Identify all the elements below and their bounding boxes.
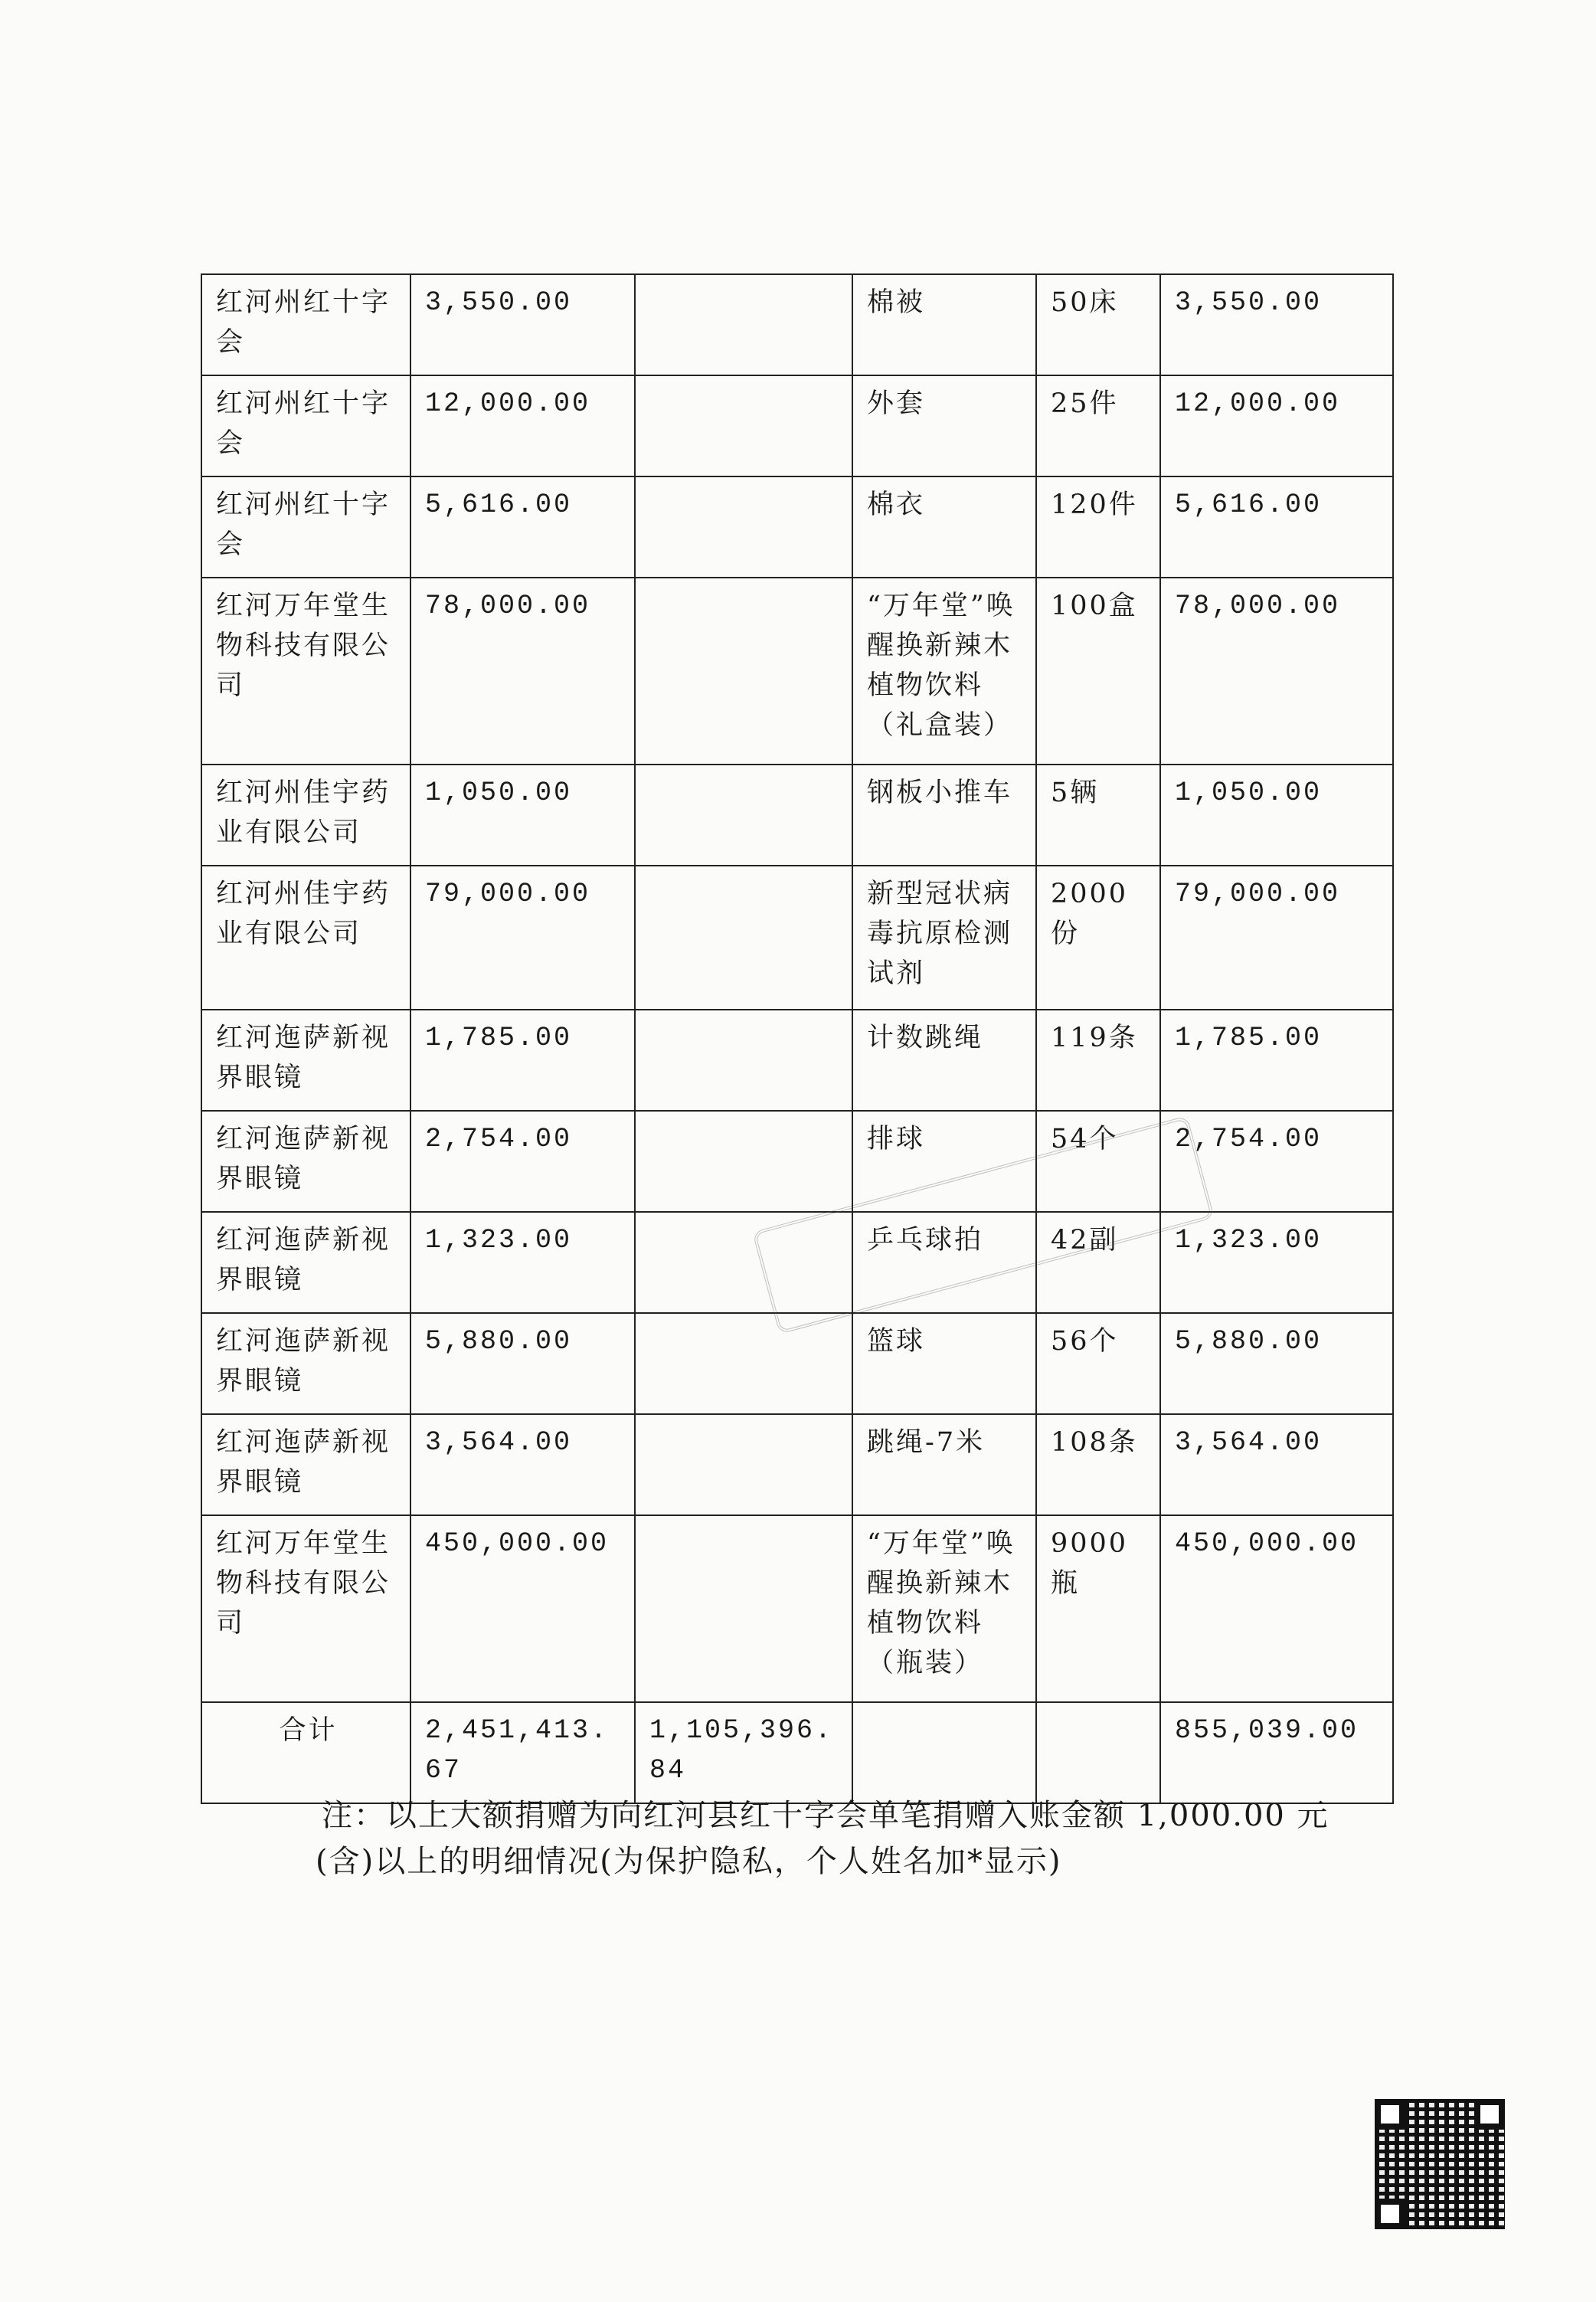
footnote [316, 1793, 1340, 1884]
amount-cell: 79,000.00 [410, 866, 635, 1010]
table-row [201, 1515, 1393, 1702]
amount-cell: 1,050.00 [410, 765, 635, 866]
table-row [201, 1111, 1393, 1212]
donor-cell: 红河万年堂生物科技有限公司 [201, 1515, 410, 1702]
table-row [201, 578, 1393, 765]
total-amount-cell: 2,451,413.67 [410, 1702, 635, 1803]
value-cell: 2,754.00 [1160, 1111, 1393, 1212]
cash-cell [635, 375, 852, 476]
donor-cell: 红河迤萨新视界眼镜 [201, 1010, 410, 1111]
table-row [201, 866, 1393, 1010]
cash-cell [635, 274, 852, 375]
cash-cell [635, 1010, 852, 1111]
amount-cell: 1,785.00 [410, 1010, 635, 1111]
donor-cell: 红河迤萨新视界眼镜 [201, 1212, 410, 1313]
quantity-cell: 25件 [1036, 375, 1160, 476]
cash-cell [635, 866, 852, 1010]
table-row [201, 375, 1393, 476]
item-cell: 篮球 [852, 1313, 1036, 1414]
donor-cell: 红河州红十字会 [201, 274, 410, 375]
total-item-cell [852, 1702, 1036, 1803]
cash-cell [635, 765, 852, 866]
cash-cell [635, 476, 852, 578]
value-cell: 3,550.00 [1160, 274, 1393, 375]
cash-cell [635, 1414, 852, 1515]
item-cell: 棉被 [852, 274, 1036, 375]
quantity-cell: 2000份 [1036, 866, 1160, 1010]
table-row [201, 1414, 1393, 1515]
qr-code-icon [1375, 2099, 1505, 2229]
item-cell: 计数跳绳 [852, 1010, 1036, 1111]
value-cell: 1,785.00 [1160, 1010, 1393, 1111]
donor-cell: 红河万年堂生物科技有限公司 [201, 578, 410, 765]
item-cell: 排球 [852, 1111, 1036, 1212]
amount-cell: 3,550.00 [410, 274, 635, 375]
item-cell: 乒乓球拍 [852, 1212, 1036, 1313]
donation-table [201, 273, 1394, 1804]
amount-cell: 1,323.00 [410, 1212, 635, 1313]
value-cell: 3,564.00 [1160, 1414, 1393, 1515]
donor-cell: 红河州佳宇药业有限公司 [201, 765, 410, 866]
quantity-cell: 54个 [1036, 1111, 1160, 1212]
quantity-cell: 50床 [1036, 274, 1160, 375]
table-row [201, 274, 1393, 375]
value-cell: 12,000.00 [1160, 375, 1393, 476]
footnote-line-2: (含)以上的明细情况(为保护隐私，个人姓名加*显示) [316, 1844, 1062, 1879]
quantity-cell: 56个 [1036, 1313, 1160, 1414]
quantity-cell: 108条 [1036, 1414, 1160, 1515]
quantity-cell: 120件 [1036, 476, 1160, 578]
total-value-cell: 855,039.00 [1160, 1702, 1393, 1803]
item-cell: “万年堂”唤醒换新辣木植物饮料（礼盒装） [852, 578, 1036, 765]
value-cell: 5,880.00 [1160, 1313, 1393, 1414]
item-cell: 新型冠状病毒抗原检测试剂 [852, 866, 1036, 1010]
item-cell: 钢板小推车 [852, 765, 1036, 866]
amount-cell: 5,880.00 [410, 1313, 635, 1414]
amount-cell: 12,000.00 [410, 375, 635, 476]
value-cell: 450,000.00 [1160, 1515, 1393, 1702]
cash-cell [635, 1313, 852, 1414]
donor-cell: 红河州红十字会 [201, 375, 410, 476]
amount-cell: 3,564.00 [410, 1414, 635, 1515]
total-qty-cell [1036, 1702, 1160, 1803]
footnote-line-1: 注：以上大额捐赠为向红河县红十字会单笔捐赠入账金额 1,000.00 元 [322, 1798, 1329, 1833]
donor-cell: 红河迤萨新视界眼镜 [201, 1313, 410, 1414]
cash-cell [635, 1515, 852, 1702]
quantity-cell: 100盒 [1036, 578, 1160, 765]
amount-cell: 450,000.00 [410, 1515, 635, 1702]
total-label-cell: 合计 [201, 1702, 410, 1803]
quantity-cell: 42副 [1036, 1212, 1160, 1313]
quantity-cell: 5辆 [1036, 765, 1160, 866]
quantity-cell: 9000瓶 [1036, 1515, 1160, 1702]
item-cell: 棉衣 [852, 476, 1036, 578]
amount-cell: 5,616.00 [410, 476, 635, 578]
total-cash-cell: 1,105,396.84 [635, 1702, 852, 1803]
amount-cell: 78,000.00 [410, 578, 635, 765]
value-cell: 1,050.00 [1160, 765, 1393, 866]
cash-cell [635, 1111, 852, 1212]
item-cell: 外套 [852, 375, 1036, 476]
amount-cell: 2,754.00 [410, 1111, 635, 1212]
cash-cell [635, 578, 852, 765]
table-row [201, 476, 1393, 578]
value-cell: 1,323.00 [1160, 1212, 1393, 1313]
quantity-cell: 119条 [1036, 1010, 1160, 1111]
value-cell: 5,616.00 [1160, 476, 1393, 578]
table-row [201, 765, 1393, 866]
donor-cell: 红河迤萨新视界眼镜 [201, 1111, 410, 1212]
donor-cell: 红河州佳宇药业有限公司 [201, 866, 410, 1010]
donor-cell: 红河迤萨新视界眼镜 [201, 1414, 410, 1515]
table-row [201, 1010, 1393, 1111]
value-cell: 79,000.00 [1160, 866, 1393, 1010]
donor-cell: 红河州红十字会 [201, 476, 410, 578]
item-cell: “万年堂”唤醒换新辣木植物饮料（瓶装） [852, 1515, 1036, 1702]
item-cell: 跳绳-7米 [852, 1414, 1036, 1515]
total-row [201, 1702, 1393, 1803]
value-cell: 78,000.00 [1160, 578, 1393, 765]
